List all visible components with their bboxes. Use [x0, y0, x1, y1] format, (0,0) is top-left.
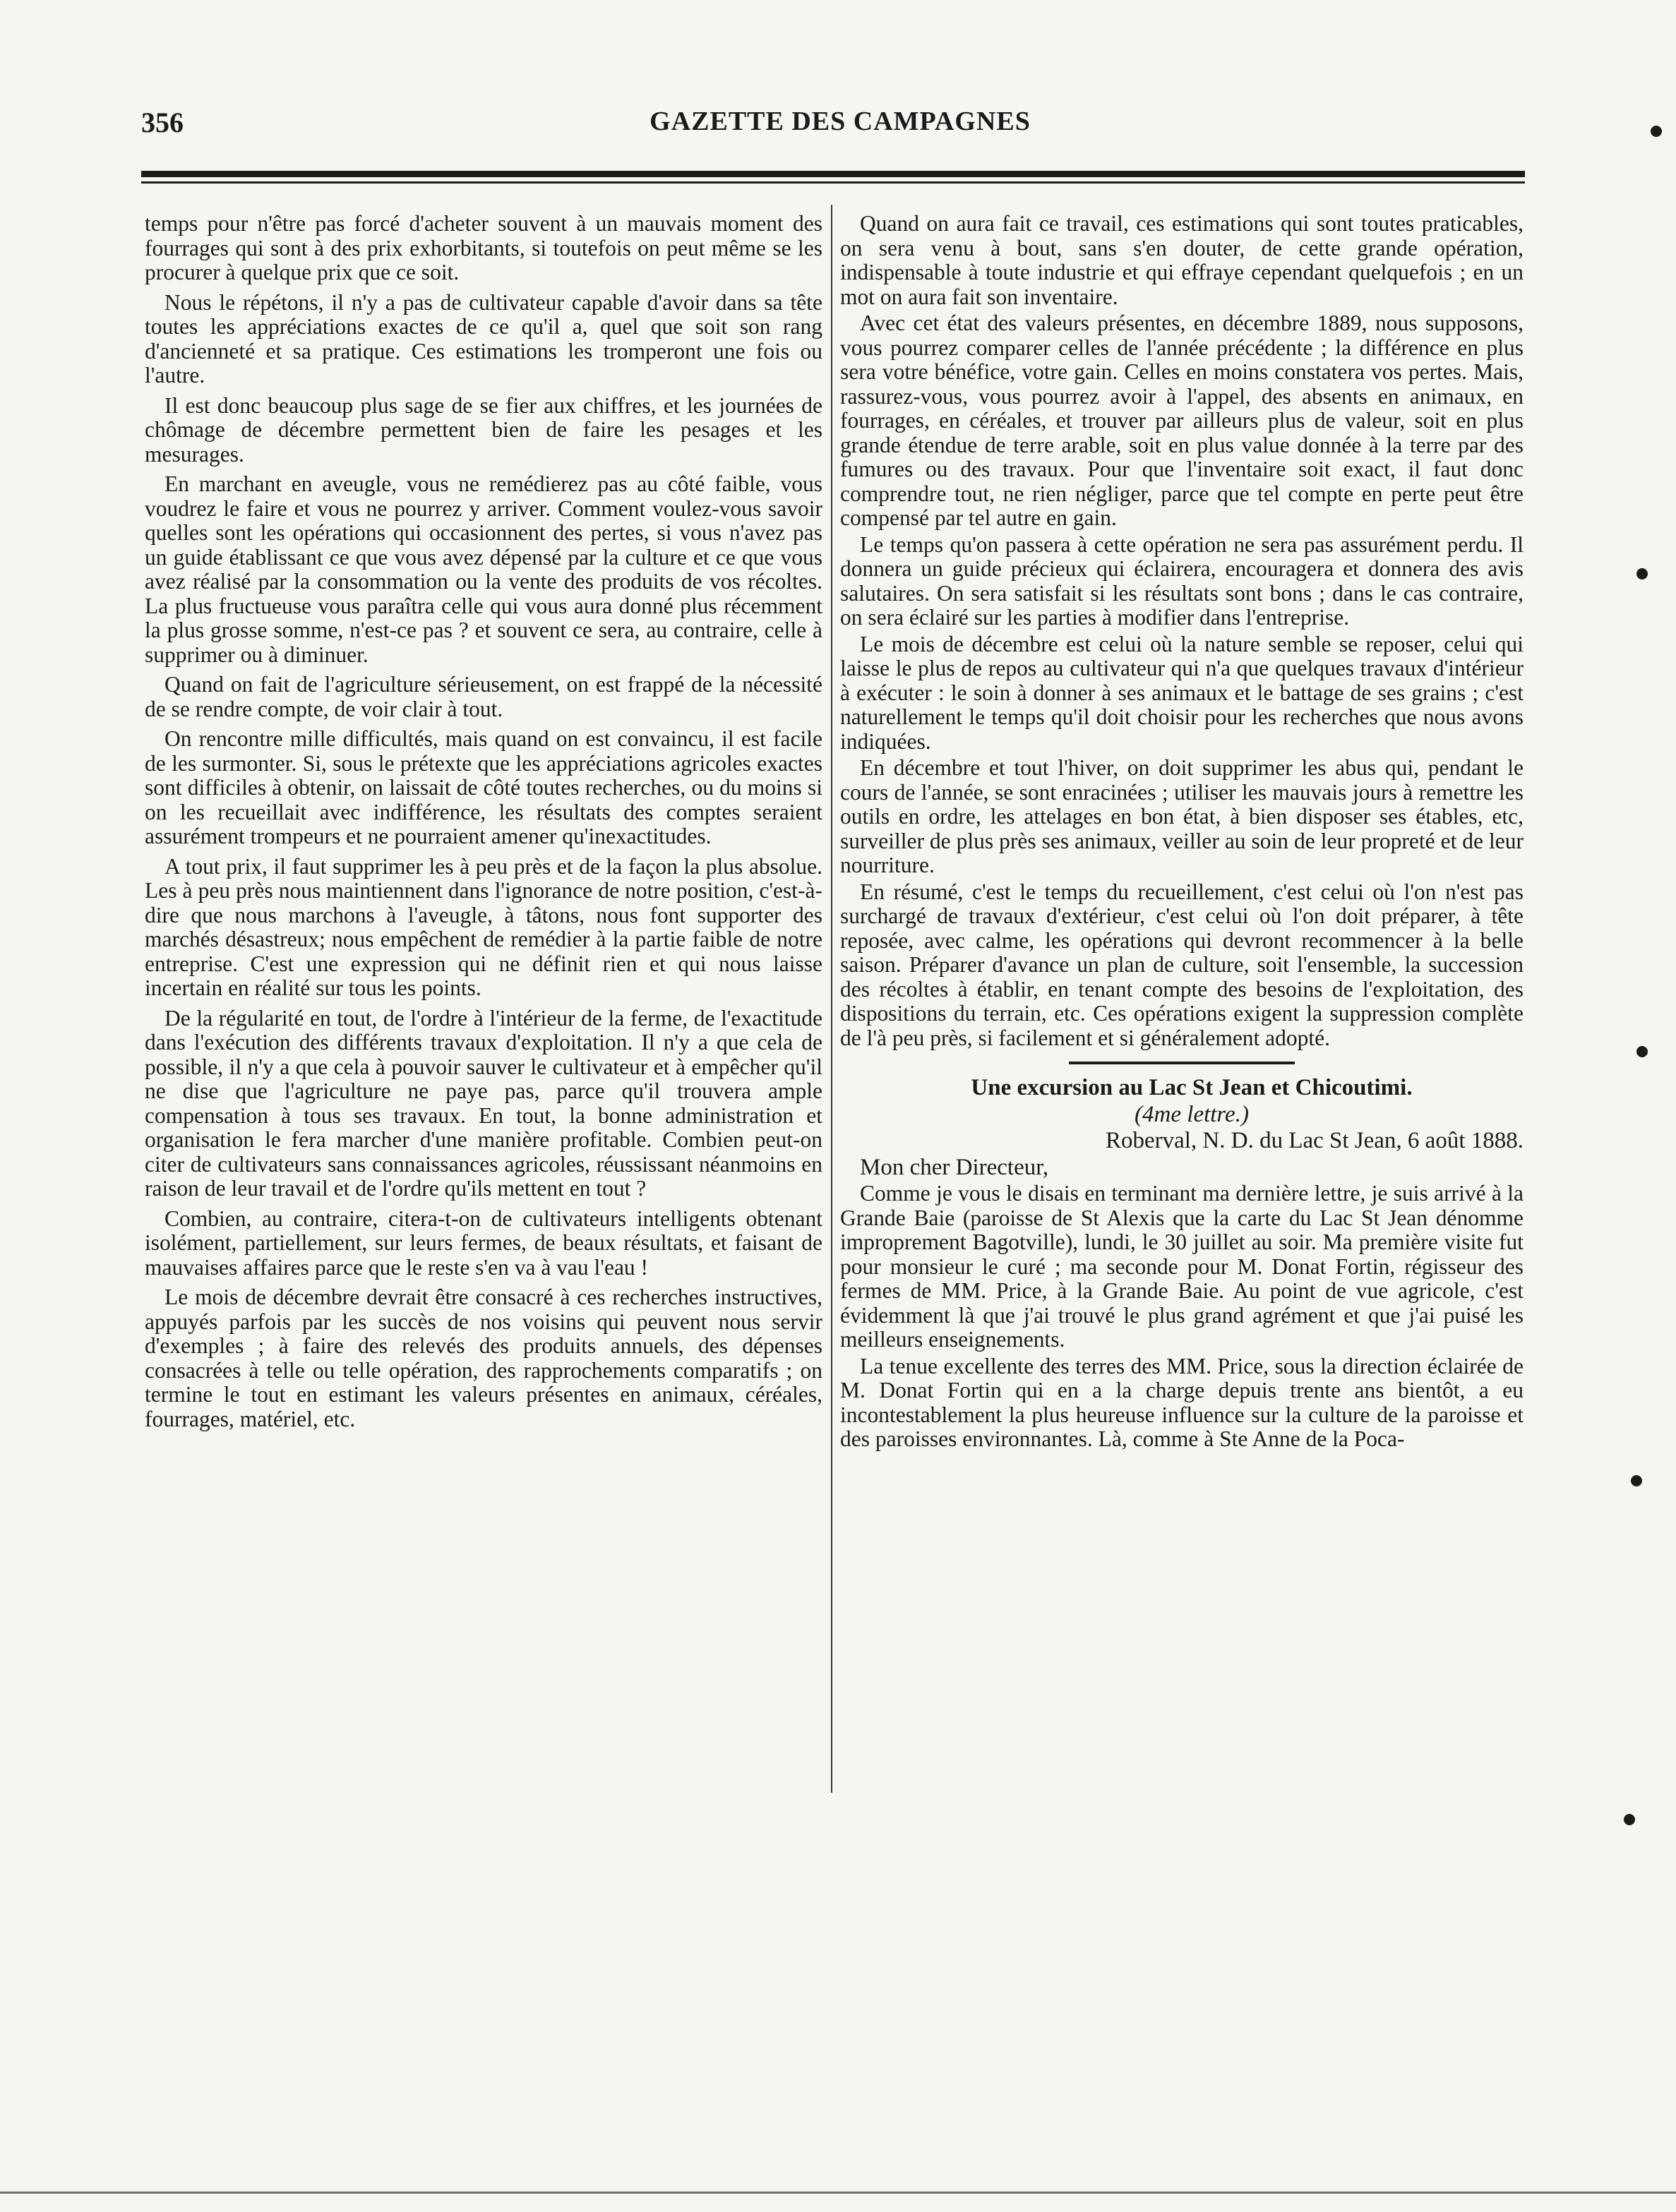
- right-paragraph: Quand on aura fait ce travail, ces estimations qui sont toutes praticables, on sera venu à bout, sans s'en douter, de cette grande opération, indispensable à toute industrie et qui effraye cependant quelquefois ; en un mot on aura fait son inventaire.: [840, 211, 1524, 309]
- page-header: [141, 106, 1539, 148]
- dateline: Roberval, N. D. du Lac St Jean, 6 août 1888.: [1105, 1128, 1524, 1153]
- running-title: GAZETTE DES CAMPAGNES: [650, 107, 1031, 136]
- margin-bullet-icon: [1651, 126, 1662, 137]
- section-separator: [1069, 1062, 1295, 1064]
- right-paragraph: Le temps qu'on passera à cette opération ne sera pas assurément perdu. Il donnera un guide précieux qui éclairera, encouragera et donnera des avis salutaires. On sera satisfait si les résultats sont bons ; dans le cas contraire, on sera éclairé sur les parties à modifier dans l'entreprise.: [840, 531, 1524, 630]
- footer-rule: [0, 2192, 1676, 2194]
- left-paragraph: Nous le répétons, il n'y a pas de cultivateur capable d'avoir dans sa tête toutes les appréciations exactes de ce qu'il a, quel que soit son rang d'ancienneté et sa pratique. Ces estimations les tromperont une fois ou l'autre.: [145, 289, 822, 387]
- header-rule-thin: [141, 181, 1525, 184]
- page-number: 356: [141, 107, 184, 138]
- right-paragraph: Avec cet état des valeurs présentes, en décembre 1889, nous supposons, vous pourrez comparer celles de l'année précédente ; la différence en plus sera votre bénéfice, votre gain. Celles en moins constatera vos pertes. Mais, rassurez-vous, vous pourrez avoir à l'appel, des absents en animaux, en fourrages, en céréales, et trouver par ailleurs plus de valeur, soit en plus grande étendue de terre arable, soit en plus value donnée à la terre par des fumures ou des travaux. Pour que l'inventaire soit exact, il faut donc comprendre tout, ne rien négliger, parce que tel compte en perte peut être compensé par tel autre en gain.: [840, 311, 1524, 530]
- left-paragraph: De la régularité en tout, de l'ordre à l'intérieur de la ferme, de l'exactitude dans l'exécution des différents travaux d'exploitation. Il n'y a que cela de possible, il n'y a que cela à pouvoir sauver le cultivateur et à empêcher qu'il ne dise que l'agriculture ne paye pas, parce qu'il trouvera ample compensation à tous ses travaux. En tout, la bonne administration et organisation le fera marcher d'une manière profitable. Combien peut-on citer de cultivateurs sans connaissances agricoles, réussissant néanmoins en raison de leur travail et de l'ordre qu'ils mettent en tout ?: [145, 1005, 822, 1201]
- left-paragraph: En marchant en aveugle, vous ne remédierez pas au côté faible, vous voudrez le faire et vous ne pourrez y arriver. Comment voulez-vous savoir quelles sont les opérations qui occasionnent des pertes, si vous n'avez pas un guide établissant ce que vous avez dépensé par la culture et ce que vous avez réalisé par la consommation ou la vente des produits de vos récoltes. La plus fructueuse vous paraîtra celle qui vous aura donné plus récemment la plus grosse somme, n'est-ce pas ? et souvent ce sera, au contraire, celle à supprimer ou à diminuer.: [145, 471, 822, 667]
- margin-bullet-icon: [1624, 1814, 1635, 1825]
- right-paragraph: En décembre et tout l'hiver, on doit supprimer les abus qui, pendant le cours de l'année, se sont enracinées ; utiliser les mauvais jours à remettre les outils en ordre, les attelages en bon état, à bien disposer ses étables, etc, surveiller de plus près ses animaux, veiller au soin de leur propreté et de leur nourriture.: [840, 755, 1524, 877]
- left-paragraph: A tout prix, il faut supprimer les à peu près et de la façon la plus absolue. Les à peu près nous maintiennent dans l'ignorance de notre position, c'est-à-dire que nous marchons à l'aveugle, à tâtons, nous font supporter des marchés désastreux; nous empêchent de remédier à la partie faible de notre entreprise. C'est une expression qui ne définit rien et qui nous laisse incertain en réalité sur tous les points.: [145, 853, 822, 1000]
- margin-bullet-icon: [1636, 1046, 1648, 1057]
- left-paragraph: Combien, au contraire, citera-t-on de cultivateurs intelligents obtenant isolément, partiellement, sur leurs fermes, de beaux résultats, et faisant de mauvaises affaires parce que le reste s'en va à vau l'eau !: [145, 1206, 822, 1280]
- right-paragraph: Le mois de décembre est celui où la nature semble se reposer, celui qui laisse le plus de repos au cultivateur qui n'a que quelques travaux d'intérieur à exécuter : le soin à donner à ses animaux et le battage de ses grains ; c'est naturellement le temps qu'il doit choisir pour les recherches que nous avons indiquées.: [840, 631, 1524, 754]
- letter-number: (4me lettre.): [1135, 1101, 1249, 1127]
- left-paragraph: Quand on fait de l'agriculture sérieusement, on est frappé de la nécessité de se rendre compte, de voir clair à tout.: [145, 672, 822, 721]
- salutation: Mon cher Directeur,: [860, 1154, 1049, 1180]
- left-paragraph: Le mois de décembre devrait être consacré à ces recherches instructives, appuyés parfois par les succès de nos voisins qui peuvent nous servir d'exemples ; à faire des relevés des produits annuels, des dépenses consacrées à telle ou telle opération, des rapprochements comparatifs ; on termine le tout en estimant les valeurs présentes en animaux, céréales, fourrages, matériel, etc.: [145, 1285, 822, 1431]
- article-title: Une excursion au Lac St Jean et Chicoutimi.: [971, 1075, 1413, 1100]
- article-paragraph: Comme je vous le disais en terminant ma dernière lettre, je suis arrivé à la Grande Baie (paroisse de St Alexis que la carte du Lac St Jean dénomme improprement Bagotville), lundi, le 30 juillet au soir. Ma première visite fut pour monsieur le curé ; ma seconde pour M. Donat Fortin, régisseur des fermes de MM. Price, à la Grande Baie. Au point de vue agricole, c'est évidemment là que j'ai trouvé le plus grand agrément et que j'ai puisé les meilleurs enseignements.: [840, 1181, 1524, 1352]
- margin-bullet-icon: [1631, 1475, 1642, 1486]
- header-rule-thick: [141, 171, 1525, 177]
- right-paragraph: En résumé, c'est le temps du recueillement, c'est celui où l'on n'est pas surchargé de travaux d'extérieur, c'est celui où l'on doit préparer, à tête reposée, avec calme, les opérations qui devront recommencer à la belle saison. Préparer d'avance un plan de culture, soit l'ensemble, la succession des récoltes à établir, en tenant compte des besoins de l'exploitation, des dispositions du terrain, etc. Ces opérations exigent la suppression complète de l'à peu près, si facilement et si généralement adopté.: [840, 879, 1524, 1050]
- column-divider: [831, 205, 832, 1793]
- left-paragraph: On rencontre mille difficultés, mais quand on est convaincu, il est facile de les surmonter. Si, sous le prétexte que les appréciations agricoles exactes sont difficiles à obtenir, on laissait de côté toutes recherches, ou du moins si on les recueillait avec indifférence, les résultats des comptes seraient assurément trompeurs et ne pourraient amener qu'inexactitudes.: [145, 726, 822, 848]
- left-column: [145, 212, 822, 1437]
- left-paragraph: temps pour n'être pas forcé d'acheter souvent à un mauvais moment des fourrages qui sont à des prix exhorbitants, si toutefois on peut même se les procurer à quelque prix que ce soit.: [145, 211, 822, 284]
- article-paragraph: La tenue excellente des terres des MM. Price, sous la direction éclairée de M. Donat Fortin qui en a la charge depuis trente ans bientôt, a eu incontestablement la plus heureuse influence sur la culture de la paroisse et des paroisses environnantes. Là, comme à Ste Anne de la Poca-: [840, 1353, 1524, 1451]
- left-paragraph: Il est donc beaucoup plus sage de se fier aux chiffres, et les journées de chômage de décembre permettent bien de faire les pesages et les mesurages.: [145, 392, 822, 467]
- right-column: [840, 212, 1524, 1454]
- margin-bullet-icon: [1636, 568, 1648, 579]
